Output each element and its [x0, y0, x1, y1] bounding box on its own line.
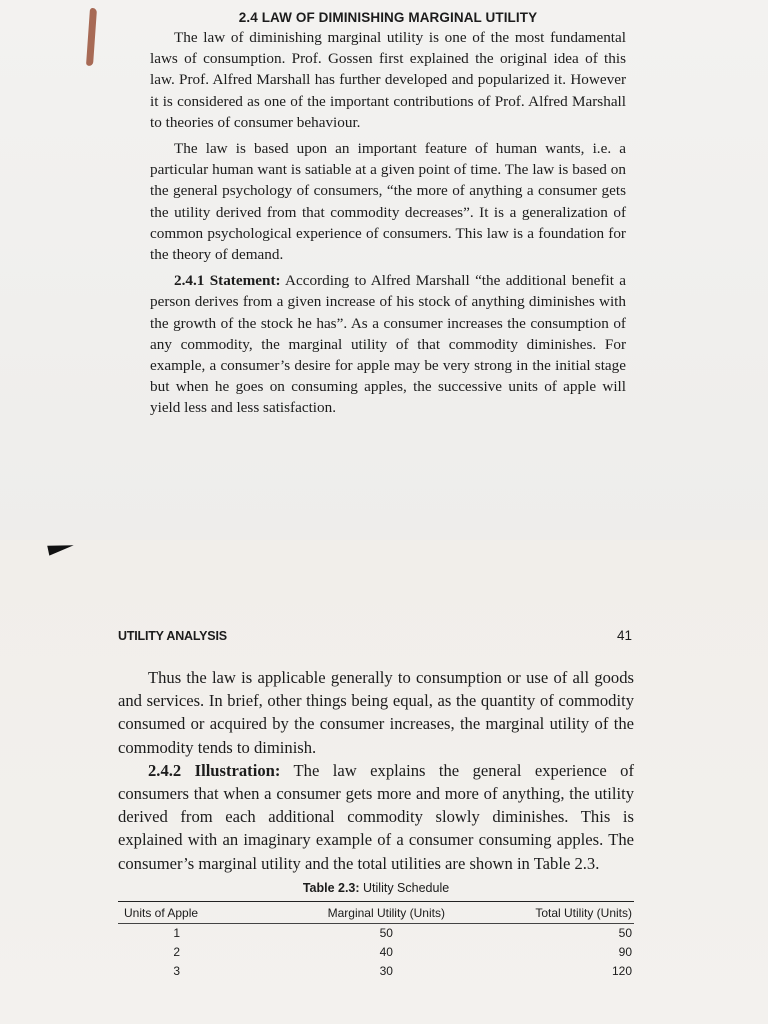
- intro-paragraph: The law of diminishing marginal utility is one of the most fundamental laws of consumption. Prof. Gossen first explained the original idea of this law. Prof. Alfred Marshall has further developed and popularized it. However it is considered as one of the important contributions of Prof. Alfred Marshall to theories of consumer behaviour.: [150, 29, 626, 131]
- bottom-page-text: [118, 666, 634, 981]
- cell-total-utility: 50: [618, 925, 632, 940]
- illustration-text: The law explains the general experience of consumers that when a consumer gets more and more of anything, the utility derived from each additional commodity slowly diminishes. This is explained with an imaginary example of a consumer consuming apples. The consumer’s marginal utility and the total utilities are shown in Table 2.3.: [118, 760, 634, 873]
- table-header-row: [118, 901, 634, 923]
- illustration-paragraph: [118, 759, 634, 875]
- cell-units: 2: [173, 944, 181, 959]
- cell-marginal-utility: 40: [379, 944, 393, 959]
- top-page-text: [150, 10, 626, 424]
- header-marginal-utility: Marginal Utility (Units): [327, 905, 445, 920]
- statement-text: According to Alfred Marshall “the additional benefit a person derives from a given increase of his stock of anything diminishes with the growth of the stock he has”. As a consumer increases the consumption of any commodity, the marginal utility of that commodity diminishes. For example, a consumer’s desire for apple may be very strong in the initial stage but when he goes on consuming apples, the successive units of apple will yield less and less satisfaction.: [150, 272, 626, 417]
- table-caption-label: Table 2.3:: [302, 880, 360, 895]
- header-total-utility: Total Utility (Units): [535, 905, 632, 920]
- page-number: 41: [616, 628, 632, 643]
- cell-units: 3: [173, 963, 181, 978]
- table-row: [118, 962, 634, 981]
- header-units-of-apple: Units of Apple: [124, 905, 199, 920]
- running-head-title: UTILITY ANALYSIS: [118, 629, 227, 643]
- applicability-paragraph: Thus the law is applicable generally to consumption or use of all goods and services. In brief, other things being equal, as the quantity of commodity consumed or acquired by the consumer increases, the marginal utility of the commodity tends to diminish.: [118, 668, 634, 757]
- cell-marginal-utility: 30: [379, 963, 393, 978]
- statement-paragraph: [150, 270, 626, 418]
- cell-total-utility: 120: [611, 963, 632, 978]
- basis-paragraph: The law is based upon an important feature of human wants, i.e. a particular human want is satiable at a given point of time. The law is based on the general psychology of consumers, “the more of anything a consumer gets the utility derived from that commodity decreases”. It is a generalization of common psychological experience of consumers. This law is a foundation for the theory of demand.: [150, 140, 626, 264]
- table-caption: [118, 881, 634, 895]
- table-row: [118, 943, 634, 962]
- cell-marginal-utility: 50: [379, 925, 393, 940]
- table-row: [118, 923, 634, 943]
- statement-lead: 2.4.1 Statement:: [174, 272, 281, 290]
- utility-schedule-table: [118, 901, 634, 981]
- section-heading: 2.4 LAW OF DIMINISHING MARGINAL UTILITY: [238, 10, 538, 25]
- table-caption-text: Utility Schedule: [359, 880, 450, 895]
- illustration-lead: 2.4.2 Illustration:: [148, 760, 281, 780]
- cell-units: 1: [173, 925, 181, 940]
- cell-total-utility: 90: [618, 944, 632, 959]
- running-head: [118, 628, 632, 643]
